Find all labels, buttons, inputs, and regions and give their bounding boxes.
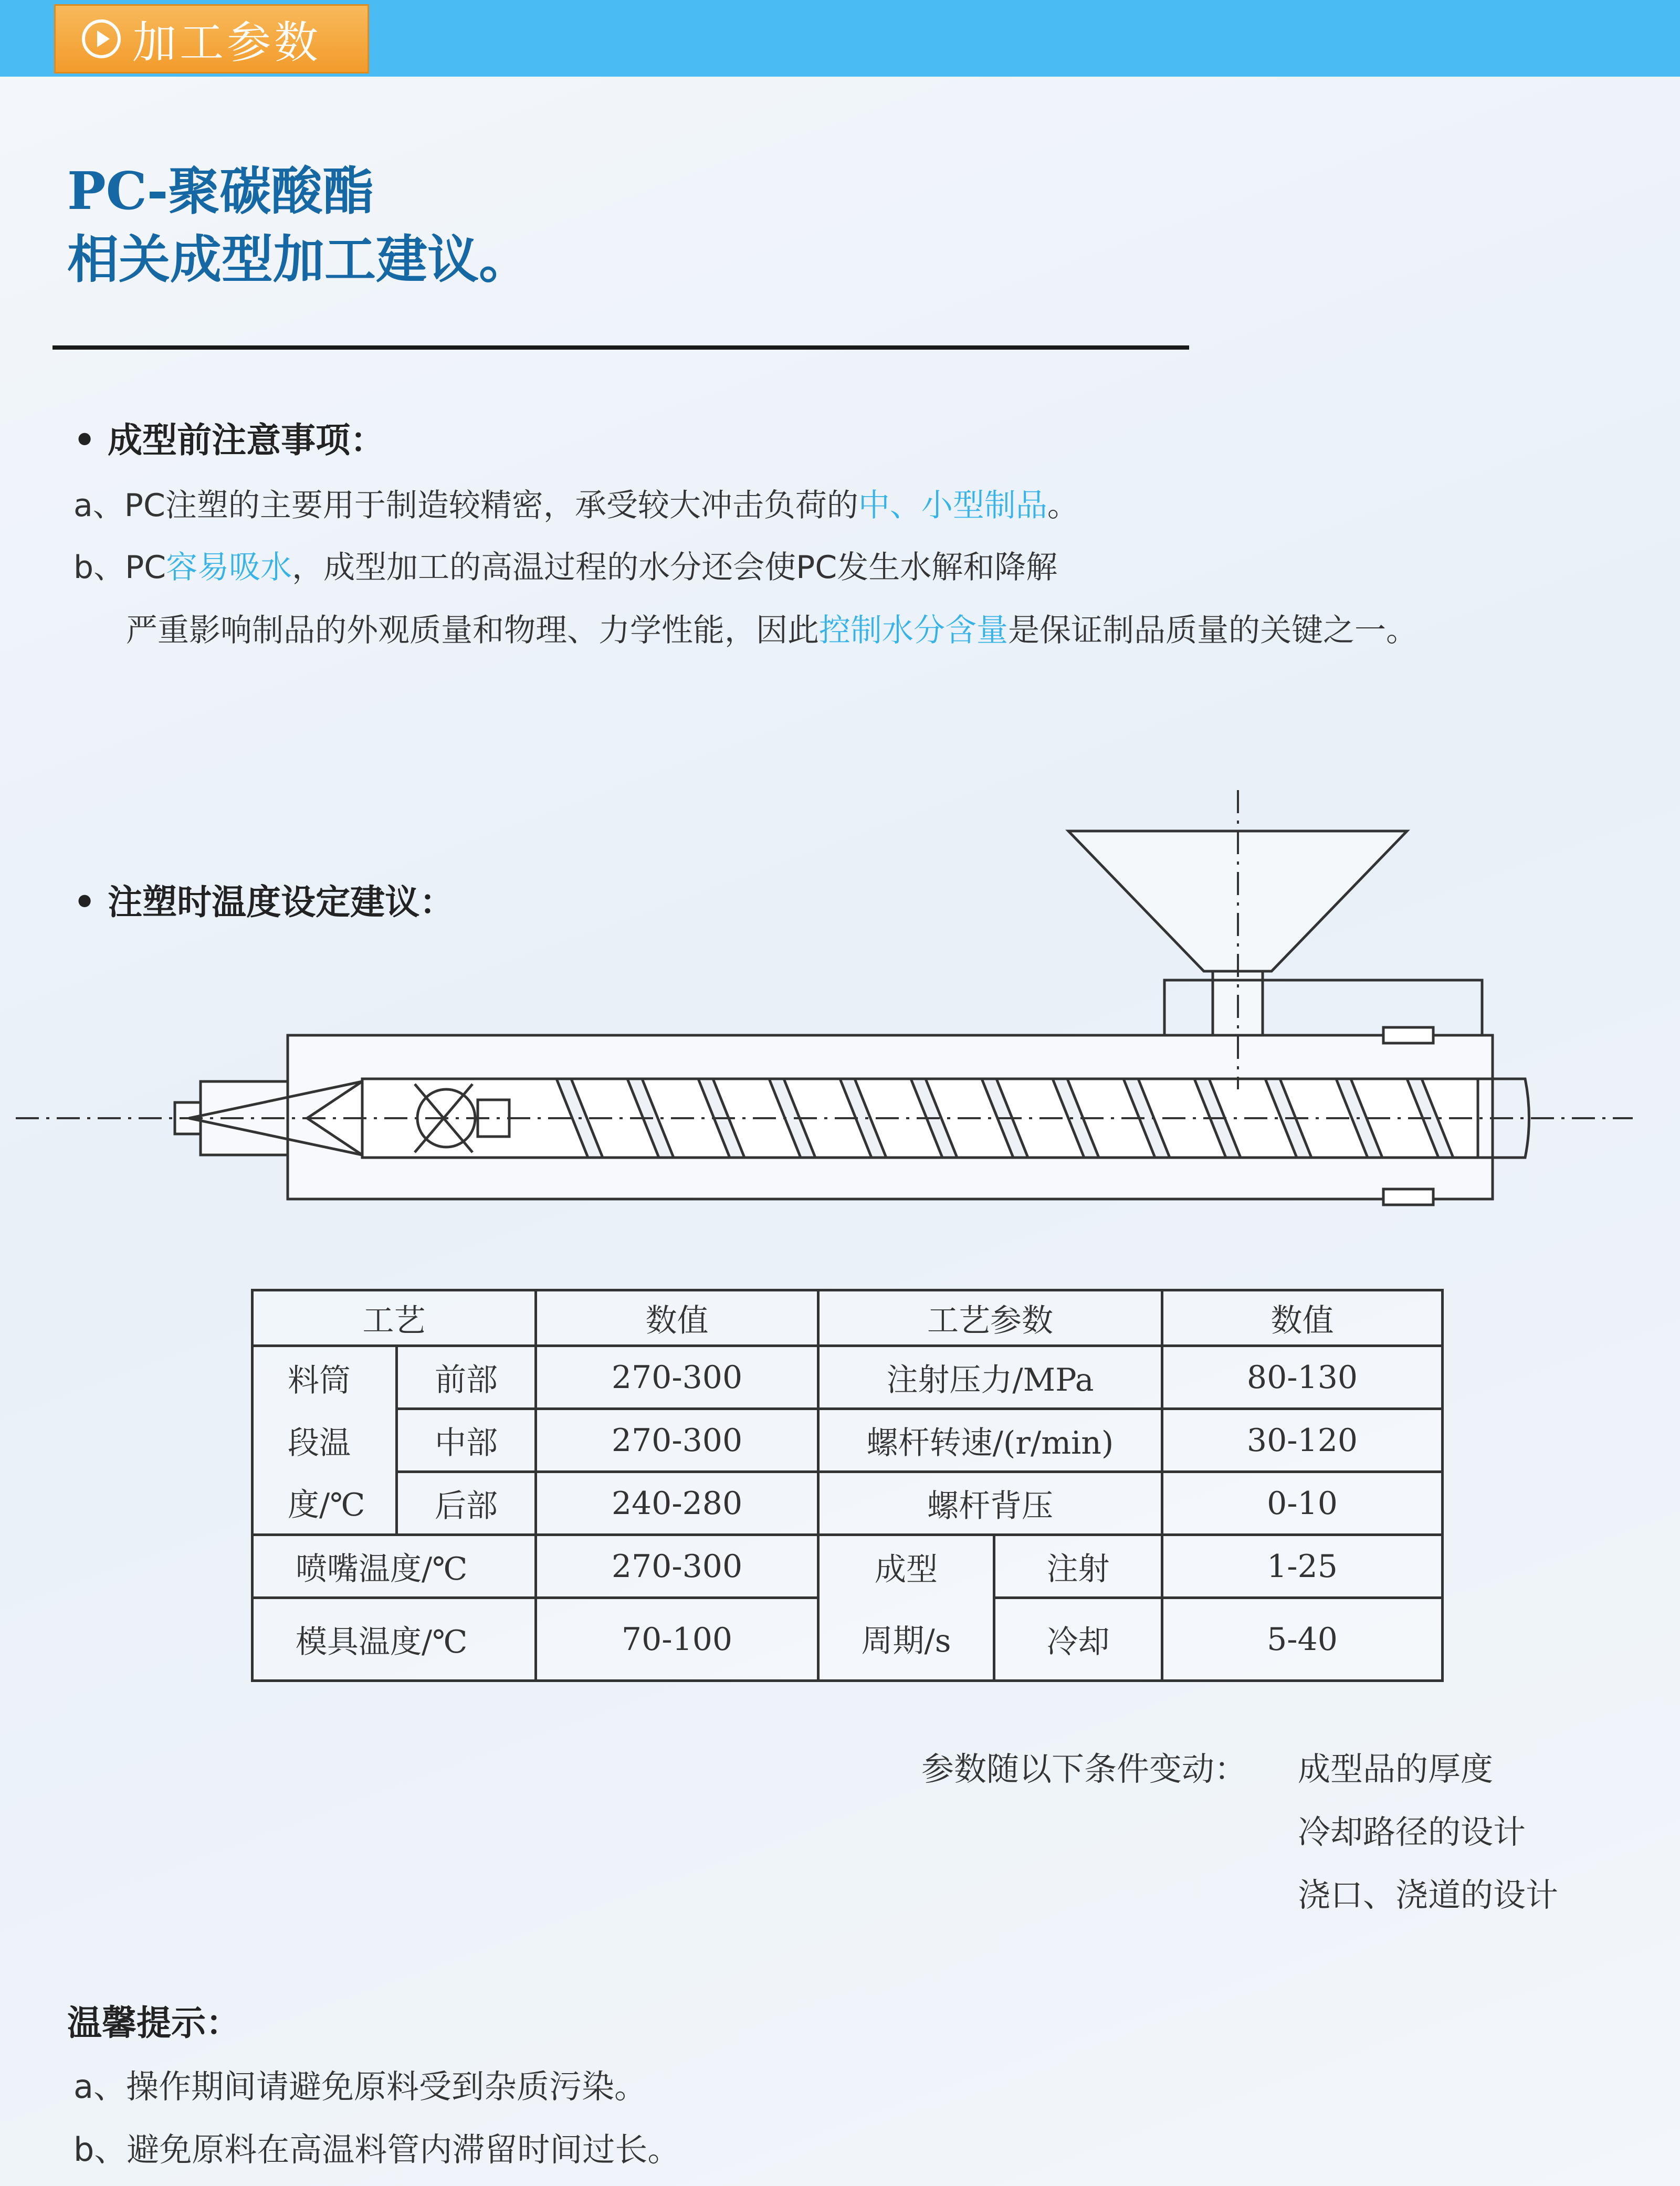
value-front: 270-300 <box>536 1346 818 1409</box>
highlight-moisture-control: 控制水分含量 <box>819 612 1008 649</box>
header-value-1: 数值 <box>536 1290 818 1346</box>
title-line-2: 相关成型加工建议。 <box>67 229 531 290</box>
header-process: 工艺 <box>253 1290 536 1346</box>
barrel-label-1: 料筒 <box>253 1346 397 1409</box>
tips-heading: 温馨提示： <box>67 2002 240 2043</box>
value-injection-pressure: 80-130 <box>1162 1346 1443 1409</box>
mold-temp-label: 模具温度/℃ <box>253 1598 536 1681</box>
header-parameter: 工艺参数 <box>818 1290 1162 1346</box>
page-title <box>67 157 530 294</box>
barrel-label-3: 度/℃ <box>253 1472 397 1535</box>
value-screw-speed: 30-120 <box>1162 1409 1443 1472</box>
table-row <box>253 1598 1443 1681</box>
mold-temp-value: 70-100 <box>536 1598 818 1681</box>
header-value-2: 数值 <box>1162 1290 1443 1346</box>
temperature-heading: • 注塑时温度设定建议： <box>74 881 455 922</box>
title-divider <box>52 345 1189 350</box>
section-tag-label: 加工参数 <box>132 16 322 68</box>
note-a: a、PC注塑的主要用于制造较精密，承受较大冲击负荷的中、小型制品。 <box>74 487 1079 524</box>
highlight-product-size: 中、小型制品 <box>858 487 1047 524</box>
cycle-label-1: 成型 <box>818 1535 994 1598</box>
condition-item: 浇口、浇道的设计 <box>1298 1876 1559 1914</box>
cycle-injection-value: 1-25 <box>1162 1535 1443 1598</box>
table-row <box>253 1535 1443 1598</box>
note-b-continued: 严重影响制品的外观质量和物理、力学性能，因此控制水分含量是保证制品质量的关键之一。 <box>126 612 1418 649</box>
section-tag <box>54 4 369 73</box>
table-row <box>253 1409 1443 1472</box>
heater-band-top <box>1383 1027 1433 1043</box>
value-rear: 240-280 <box>536 1472 818 1535</box>
condition-item: 成型品的厚度 <box>1298 1750 1494 1788</box>
conditions-label: 参数随以下条件变动： <box>921 1750 1247 1788</box>
table-row <box>253 1346 1443 1409</box>
cycle-injection: 注射 <box>994 1535 1162 1598</box>
cycle-cooling-value: 5-40 <box>1162 1598 1443 1681</box>
play-circle-icon <box>82 19 121 58</box>
table-header-row <box>253 1290 1443 1346</box>
zone-front: 前部 <box>397 1346 536 1409</box>
nozzle-temp-label: 喷嘴温度/℃ <box>253 1535 536 1598</box>
barrel-label-2: 段温 <box>253 1409 397 1472</box>
tip-item: b、避免原料在高温料管内滞留时间过长。 <box>74 2130 680 2169</box>
param-screw-speed: 螺杆转速/(r/min) <box>818 1409 1162 1472</box>
nozzle-temp-value: 270-300 <box>536 1535 818 1598</box>
zone-rear: 后部 <box>397 1472 536 1535</box>
cycle-cooling: 冷却 <box>994 1598 1162 1681</box>
param-injection-pressure: 注射压力/MPa <box>818 1346 1162 1409</box>
table-row <box>253 1472 1443 1535</box>
title-line-1: PC-聚碳酸酯 <box>67 161 374 222</box>
highlight-absorbs-water: 容易吸水 <box>166 549 292 586</box>
condition-item: 冷却路径的设计 <box>1298 1813 1526 1851</box>
pre-molding-heading: • 成型前注意事项： <box>74 419 385 460</box>
heater-band-bottom <box>1383 1189 1433 1205</box>
param-back-pressure: 螺杆背压 <box>818 1472 1162 1535</box>
injection-screw-diagram <box>0 782 1680 1228</box>
zone-middle: 中部 <box>397 1409 536 1472</box>
process-parameters-table <box>251 1289 1444 1682</box>
value-middle: 270-300 <box>536 1409 818 1472</box>
cycle-label-2: 周期/s <box>818 1598 994 1681</box>
tip-item: a、操作期间请避免原料受到杂质污染。 <box>74 2067 647 2106</box>
note-b: b、PC容易吸水，成型加工的高温过程的水分还会使PC发生水解和降解 <box>74 549 1058 586</box>
value-back-pressure: 0-10 <box>1162 1472 1443 1535</box>
